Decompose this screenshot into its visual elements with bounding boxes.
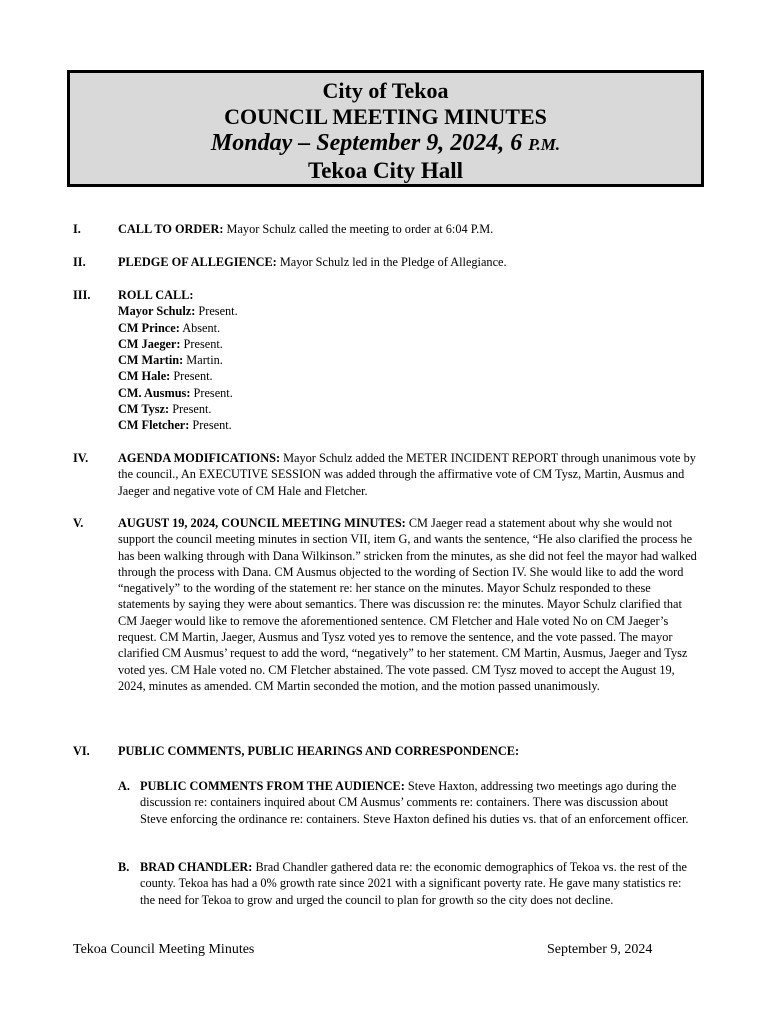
section-agenda-modifications bbox=[73, 450, 698, 499]
section-numeral: III. bbox=[73, 288, 91, 302]
header-box bbox=[67, 70, 704, 187]
roll-status: Present. bbox=[169, 402, 212, 417]
roll-status: Martin. bbox=[183, 353, 223, 368]
roll-status: Present. bbox=[170, 369, 213, 384]
roll-name: Mayor Schulz: bbox=[118, 304, 196, 319]
roll-name: CM Jaeger: bbox=[118, 336, 181, 351]
roll-entry bbox=[118, 417, 698, 433]
section-heading: AGENDA MODIFICATIONS: bbox=[118, 451, 281, 465]
section-heading: PUBLIC COMMENTS, PUBLIC HEARINGS AND CORRESPONDENCE: bbox=[118, 744, 520, 758]
section-text: Mayor Schulz called the meeting to order at 6:04 P.M. bbox=[223, 222, 494, 236]
section-text: Mayor Schulz led in the Pledge of Allegiance. bbox=[276, 255, 507, 269]
roll-entry bbox=[118, 368, 698, 384]
section-previous-minutes bbox=[73, 515, 698, 694]
section-content bbox=[118, 450, 698, 499]
section-numeral: V. bbox=[73, 516, 84, 530]
roll-entry bbox=[118, 401, 698, 417]
section-content bbox=[118, 287, 698, 434]
roll-status: Present. bbox=[189, 418, 232, 433]
roll-entry bbox=[118, 303, 698, 319]
subsection-heading: PUBLIC COMMENTS FROM THE AUDIENCE: bbox=[140, 779, 405, 793]
section-text: Mayor Schulz added the METER INCIDENT REPORT through unanimous vote by the council., An EXECUTIVE SESSION was added through the affirmative vote of CM Tysz, Martin, Ausmus and Jaeger and negative vote of CM Hale and Fletcher. bbox=[118, 451, 696, 498]
subsection-letter: A. bbox=[118, 779, 130, 793]
section-heading: ROLL CALL: bbox=[118, 288, 194, 302]
subsection-text: Brad Chandler gathered data re: the economic demographics of Tekoa vs. the rest of the county. Tekoa has had a 0% growth rate since 2021 with a significant poverty rate. He gave many statistics re: the need for Tekoa to grow and urged the council to plan for growth so the city does not decline. bbox=[140, 860, 688, 907]
section-numeral: VI. bbox=[73, 744, 90, 758]
section-content bbox=[118, 221, 698, 237]
roll-status: Present. bbox=[180, 336, 223, 351]
meeting-date-main: Monday – September 9, 2024, 6 bbox=[210, 130, 529, 156]
footer-date: September 9, 2024 bbox=[547, 942, 653, 957]
section-call-to-order bbox=[73, 221, 698, 237]
section-numeral: II. bbox=[73, 255, 86, 269]
roll-status: Absent. bbox=[179, 320, 221, 335]
section-roll-call bbox=[73, 287, 698, 434]
section-content bbox=[118, 515, 698, 694]
section-numeral: IV. bbox=[73, 451, 89, 465]
section-text: CM Jaeger read a statement about why she would not support the council meeting minutes in section VII, item G, and wants the sentence, “He also clarified the process he has been walking through with Dana Wilkinson.” stricken from the minutes, as she did not feel the mayor had walked through the process with Dana. CM Ausmus objected to the wording of Section IV. She would like to add the word “negatively” to the wording of the statement re: her stance on the minutes. Mayor Schulz responded to these statements by saying they were about semantics. There was discussion re: the minutes. Mayor Schulz clarified that CM Jaeger would like to remove the aforementioned sentence. CM Fletcher and Hale voted No on CM Jaeger’s request. CM Martin, Jaeger, Ausmus and Tysz voted yes to remove the sentence, and the vote passed. The mayor clarified CM Ausmus’ request to add the word, “negatively” to her statement. CM Martin, Ausmus, Jaeger and Tysz voted yes. CM Hale voted no. CM Fletcher abstained. The vote passed. CM Tysz moved to accept the August 19, 2024, minutes as amended. CM Martin seconded the motion, and the motion passed unanimously. bbox=[118, 516, 697, 693]
roll-entry bbox=[118, 385, 698, 401]
roll-status: Present. bbox=[195, 304, 238, 319]
roll-name: CM Fletcher: bbox=[118, 418, 190, 433]
section-heading: CALL TO ORDER: bbox=[118, 222, 224, 236]
document-title: COUNCIL MEETING MINUTES bbox=[224, 104, 547, 129]
city-name: City of Tekoa bbox=[322, 78, 449, 103]
section-content bbox=[118, 743, 698, 759]
roll-entry bbox=[118, 320, 698, 336]
roll-name: CM. Ausmus: bbox=[118, 385, 191, 400]
subsection-text: Steve Haxton, addressing two meetings ago during the discussion re: containers inquired about CM Ausmus’ comments re: containers. There was discussion about Steve enforcing the ordinance re: containers. Steve Haxton defined his duties vs. that of an enforcement officer. bbox=[140, 779, 689, 826]
meeting-date bbox=[70, 130, 701, 158]
roll-entry bbox=[118, 352, 698, 368]
section-content bbox=[118, 254, 698, 270]
roll-name: CM Hale: bbox=[118, 369, 171, 384]
subsection-heading: BRAD CHANDLER: bbox=[140, 860, 253, 874]
roll-status: Present. bbox=[190, 385, 233, 400]
subsection-content bbox=[140, 859, 698, 908]
section-pledge bbox=[73, 254, 698, 270]
section-numeral: I. bbox=[73, 222, 81, 236]
subsection-content bbox=[140, 778, 698, 827]
subsection-public-comments-audience bbox=[73, 778, 698, 827]
section-heading: PLEDGE OF ALLEGIENCE: bbox=[118, 255, 277, 269]
footer-document-name: Tekoa Council Meeting Minutes bbox=[73, 942, 255, 957]
roll-name: CM Tysz: bbox=[118, 402, 170, 417]
subsection-brad-chandler bbox=[73, 859, 698, 908]
roll-entry bbox=[118, 336, 698, 352]
meeting-time-suffix: P.M. bbox=[528, 135, 561, 154]
roll-name: CM Martin: bbox=[118, 353, 184, 368]
section-heading: AUGUST 19, 2024, COUNCIL MEETING MINUTES: bbox=[118, 516, 406, 530]
roll-name: CM Prince: bbox=[118, 320, 180, 335]
subsection bbox=[118, 778, 698, 827]
subsection bbox=[118, 859, 698, 908]
subsection-letter: B. bbox=[118, 860, 130, 874]
section-public-comments bbox=[73, 743, 698, 759]
meeting-location: Tekoa City Hall bbox=[307, 158, 464, 183]
